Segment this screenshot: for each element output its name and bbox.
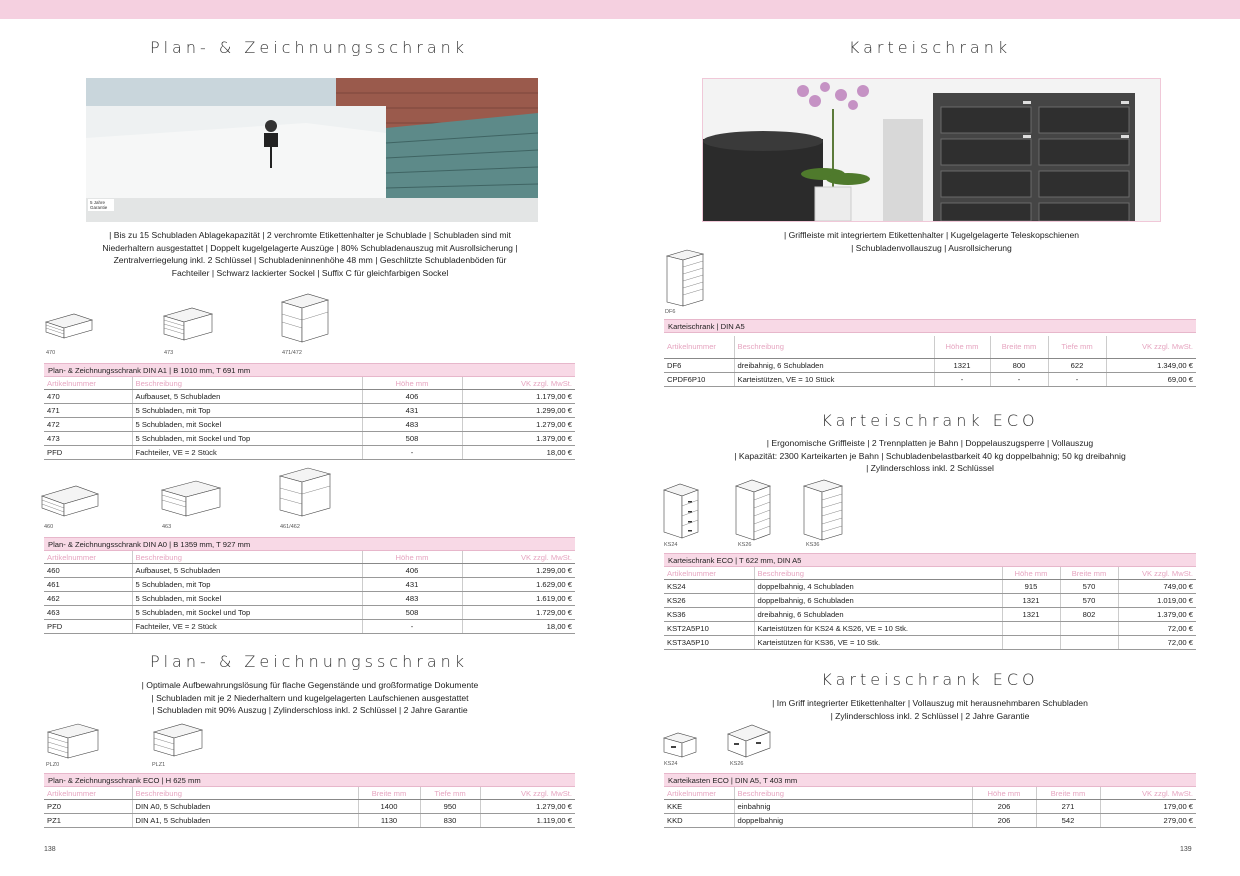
- cell-desc: dreibahnig, 6 Schubladen: [734, 358, 934, 372]
- table3-heading: Plan- & Zeichnungsschrank ECO | H 625 mm: [44, 773, 575, 787]
- table-karteischrank: [664, 336, 1196, 387]
- cell-price: 1.299,00 €: [462, 564, 575, 578]
- drawing-471-472: [280, 292, 330, 351]
- cell-desc: Fachteiler, VE = 2 Stück: [132, 446, 362, 460]
- col-artikelnummer: Artikelnummer: [44, 377, 132, 390]
- cell-artikel: 472: [44, 418, 132, 432]
- cell-desc: Karteistützen für KS24 & KS26, VE = 10 Stk.: [754, 622, 1002, 636]
- cell-price: 1.379,00 €: [1118, 608, 1196, 622]
- cell-artikel: KKD: [664, 814, 734, 828]
- office-photo-illustration: [86, 78, 538, 222]
- table-row: [664, 358, 1196, 372]
- cell-hoehe: 206: [972, 814, 1036, 828]
- cell-artikel: 461: [44, 578, 132, 592]
- cell-price: 69,00 €: [1106, 372, 1196, 386]
- cell-tiefe: 830: [420, 814, 480, 828]
- table-row: [664, 608, 1196, 622]
- caption-df6: DF6: [665, 309, 676, 315]
- cell-price: 1.299,00 €: [462, 404, 575, 418]
- cell-artikel: DF6: [664, 358, 734, 372]
- table-din-a0: [44, 551, 575, 634]
- cell-price: 1.379,00 €: [462, 432, 575, 446]
- col-hoehe: Höhe mm: [362, 551, 462, 564]
- cell-hoehe: 206: [972, 800, 1036, 814]
- cell-breite: 271: [1036, 800, 1100, 814]
- cell-hoehe: 483: [362, 418, 462, 432]
- cell-tiefe: -: [1048, 372, 1106, 386]
- cell-price: 749,00 €: [1118, 580, 1196, 594]
- left-title-plan-schrank: Plan- & Zeichnungsschrank: [149, 38, 469, 57]
- cell-artikel: KS24: [664, 580, 754, 594]
- col-beschreibung: Beschreibung: [132, 787, 358, 800]
- cell-price: 72,00 €: [1118, 636, 1196, 650]
- cell-artikel: CPDF6P10: [664, 372, 734, 386]
- cell-hoehe: -: [362, 446, 462, 460]
- table-row: [44, 620, 575, 634]
- cell-hoehe: -: [362, 620, 462, 634]
- cell-artikel: PFD: [44, 620, 132, 634]
- right-title-karteischrank: Karteischrank: [848, 38, 1012, 57]
- cell-price: 1.279,00 €: [462, 418, 575, 432]
- caption-463: 463: [162, 524, 172, 530]
- col-tiefe: Tiefe mm: [420, 787, 480, 800]
- col-hoehe: Höhe mm: [934, 336, 990, 358]
- right-table2-heading: Karteischrank ECO | T 622 mm, DIN A5: [664, 553, 1196, 567]
- col-artikelnummer: Artikelnummer: [664, 787, 734, 800]
- cell-artikel: KS26: [664, 594, 754, 608]
- guarantee-badge: 5 Jahre Garantie: [88, 199, 114, 211]
- desc-line: | Zylinderschloss inkl. 2 Schlüssel | 2 Jahre Garantie: [830, 710, 1030, 721]
- cell-tiefe: 950: [420, 800, 480, 814]
- table-row: [44, 814, 575, 828]
- left-description-1: | Bis zu 15 Schubladen Ablagekapazität | 2 verchromte Etikettenhalter je Schublade | Schubladen sind mit Niederhaltern ausgestattet | Doppelt kugelgelagerte Auszüge | 80% Schubladenauszug mit Ausrollsicherung | Zentralverriegelung inkl. 2 Schlüssel | Schubladeninnenhöhe 48 mm | Geschlitzte Schubladenböden für Fachteiler | Schwarz lackierter Sockel | Suffix C für gleichfarbigen Sockel: [102, 230, 518, 278]
- cell-hoehe: 406: [362, 390, 462, 404]
- cell-desc: 5 Schubladen, mit Top: [132, 578, 362, 592]
- col-hoehe: Höhe mm: [972, 787, 1036, 800]
- table-row: [664, 594, 1196, 608]
- table-karteikasten-eco: [664, 787, 1196, 828]
- table-row: [44, 446, 575, 460]
- cell-hoehe: 508: [362, 432, 462, 446]
- table-row: [44, 564, 575, 578]
- col-vk: VK zzgl. MwSt.: [480, 787, 575, 800]
- caption-ks24: KS24: [664, 542, 678, 548]
- table-row: [44, 592, 575, 606]
- col-vk: VK zzgl. MwSt.: [1100, 787, 1196, 800]
- cell-hoehe: -: [934, 372, 990, 386]
- cell-breite: [1060, 622, 1118, 636]
- desc-line: | Griffleiste mit integriertem Etikettenhalter | Kugelgelagerte Teleskopschienen: [783, 230, 1080, 240]
- col-artikelnummer: Artikelnummer: [44, 787, 132, 800]
- col-vk: VK zzgl. MwSt.: [462, 377, 575, 390]
- table-din-a1: [44, 377, 575, 460]
- page-number-left: 138: [44, 846, 56, 853]
- desc-line: | Ergonomische Griffleiste | 2 Trennplatten je Bahn | Doppelauszugsperre | Vollauszug: [766, 438, 1094, 448]
- cell-desc: 5 Schubladen, mit Sockel: [132, 592, 362, 606]
- drawing-470: [44, 308, 94, 347]
- left-description-2: [94, 679, 526, 717]
- caption-kke: KS24: [664, 761, 678, 767]
- caption-460: 460: [44, 524, 54, 530]
- cell-price: 1.619,00 €: [462, 592, 575, 606]
- cell-artikel: KKE: [664, 800, 734, 814]
- cell-breite: 570: [1060, 594, 1118, 608]
- drawing-ks26: [734, 478, 774, 547]
- cell-desc: 5 Schubladen, mit Sockel und Top: [132, 432, 362, 446]
- col-hoehe: Höhe mm: [362, 377, 462, 390]
- table-row: [664, 580, 1196, 594]
- col-artikelnummer: Artikelnummer: [664, 336, 734, 358]
- drawing-kkd: [726, 722, 772, 765]
- cell-artikel: 470: [44, 390, 132, 404]
- caption-plz1: PLZ1: [152, 762, 166, 768]
- table-karteischrank-eco: [664, 567, 1196, 650]
- col-vk: VK zzgl. MwSt.: [462, 551, 575, 564]
- drawing-473: [160, 304, 214, 349]
- drawing-463: [160, 478, 222, 525]
- cell-desc: DIN A1, 5 Schubladen: [132, 814, 358, 828]
- drawing-df6: [663, 248, 707, 313]
- cell-artikel: 473: [44, 432, 132, 446]
- col-breite: Breite mm: [1060, 567, 1118, 580]
- cell-artikel: PZ1: [44, 814, 132, 828]
- desc-line: | Zylinderschloss inkl. 2 Schlüssel: [866, 463, 994, 473]
- cell-hoehe: 915: [1002, 580, 1060, 594]
- cell-price: 1.279,00 €: [480, 800, 575, 814]
- desc-line: | Schubladenvollauszug | Ausrollsicherung: [851, 242, 1012, 253]
- col-beschreibung: Beschreibung: [132, 377, 362, 390]
- table-header-row: [664, 787, 1196, 800]
- cell-price: 1.349,00 €: [1106, 358, 1196, 372]
- cell-artikel: 463: [44, 606, 132, 620]
- cell-desc: dreibahnig, 6 Schubladen: [754, 608, 1002, 622]
- cell-desc: doppelbahnig, 4 Schubladen: [754, 580, 1002, 594]
- table1-heading: Plan- & Zeichnungsschrank DIN A1 | B 1010 mm, T 691 mm: [44, 363, 575, 377]
- top-accent-bar: [0, 0, 1240, 19]
- cell-hoehe: 483: [362, 592, 462, 606]
- cell-desc: Karteistützen, VE = 10 Stück: [734, 372, 934, 386]
- table2-heading: Plan- & Zeichnungsschrank DIN A0 | B 1359 mm, T 927 mm: [44, 537, 575, 551]
- cell-artikel: 462: [44, 592, 132, 606]
- cell-artikel: 460: [44, 564, 132, 578]
- col-beschreibung: Beschreibung: [132, 551, 362, 564]
- cell-price: 1.729,00 €: [462, 606, 575, 620]
- table-row: [44, 800, 575, 814]
- table-header-row: [664, 336, 1196, 358]
- cell-artikel: PZ0: [44, 800, 132, 814]
- caption-470: 470: [46, 350, 56, 356]
- cell-desc: einbahnig: [734, 800, 972, 814]
- page-number-right: 139: [1180, 846, 1192, 853]
- table-row: [44, 578, 575, 592]
- caption-plz0: PLZ0: [46, 762, 60, 768]
- col-beschreibung: Beschreibung: [734, 787, 972, 800]
- drawing-plz0: [44, 722, 100, 767]
- right-title-karteikasten-eco: Karteischrank ECO: [821, 670, 1039, 689]
- office-photo: [86, 78, 538, 222]
- col-beschreibung: Beschreibung: [754, 567, 1002, 580]
- table-header-row: [44, 551, 575, 564]
- cell-artikel: PFD: [44, 446, 132, 460]
- table-plan-eco: [44, 787, 575, 828]
- table-row: [664, 814, 1196, 828]
- table-row: [664, 636, 1196, 650]
- col-tiefe: Tiefe mm: [1048, 336, 1106, 358]
- cell-desc: Aufbauset, 5 Schubladen: [132, 390, 362, 404]
- table-header-row: [664, 567, 1196, 580]
- table-row: [44, 390, 575, 404]
- desc-line: | Kapazität: 2300 Karteikarten je Bahn | Schubladenbelastbarkeit 40 kg doppelbahnig; 50 kg dreibahnig: [734, 450, 1126, 461]
- drawing-460: [40, 482, 100, 527]
- drawing-ks24: [662, 482, 702, 545]
- cell-price: 72,00 €: [1118, 622, 1196, 636]
- caption-ks36: KS36: [806, 542, 820, 548]
- left-title-plan-schrank-eco: Plan- & Zeichnungsschrank: [149, 652, 469, 671]
- cell-hoehe: 508: [362, 606, 462, 620]
- cell-hoehe: 431: [362, 404, 462, 418]
- col-vk: VK zzgl. MwSt.: [1106, 336, 1196, 358]
- desc-line: | Optimale Aufbewahrungslösung für flache Gegenstände und großformatige Dokumente: [141, 680, 479, 690]
- cell-price: 1.629,00 €: [462, 578, 575, 592]
- cell-desc: 5 Schubladen, mit Top: [132, 404, 362, 418]
- cell-hoehe: 1321: [1002, 594, 1060, 608]
- right-title-karteischrank-eco: Karteischrank ECO: [821, 411, 1039, 430]
- table-row: [44, 432, 575, 446]
- caption-kkd: KS26: [730, 761, 744, 767]
- col-artikelnummer: Artikelnummer: [44, 551, 132, 564]
- cell-artikel: KST2A5P10: [664, 622, 754, 636]
- cell-desc: doppelbahnig: [734, 814, 972, 828]
- cell-breite: 1400: [358, 800, 420, 814]
- cell-desc: Karteistützen für KS36, VE = 10 Stk.: [754, 636, 1002, 650]
- cell-price: 1.119,00 €: [480, 814, 575, 828]
- cell-desc: 5 Schubladen, mit Sockel: [132, 418, 362, 432]
- cell-hoehe: 1321: [1002, 608, 1060, 622]
- table-row: [44, 418, 575, 432]
- cell-desc: DIN A0, 5 Schubladen: [132, 800, 358, 814]
- drawing-plz1: [150, 722, 206, 767]
- right-description-1: [702, 229, 1161, 254]
- cell-artikel: KS36: [664, 608, 754, 622]
- cell-price: 18,00 €: [462, 620, 575, 634]
- drawing-kke: [662, 730, 698, 765]
- cell-hoehe: 406: [362, 564, 462, 578]
- cell-breite: -: [990, 372, 1048, 386]
- cell-breite: 570: [1060, 580, 1118, 594]
- table-row: [664, 800, 1196, 814]
- drawing-461-462: [278, 466, 332, 525]
- cell-hoehe: [1002, 636, 1060, 650]
- cell-price: 1.019,00 €: [1118, 594, 1196, 608]
- cell-artikel: 471: [44, 404, 132, 418]
- cell-artikel: KST3A5P10: [664, 636, 754, 650]
- cell-price: 279,00 €: [1100, 814, 1196, 828]
- right-table1-heading: Karteischrank | DIN A5: [664, 319, 1196, 333]
- cell-hoehe: 1321: [934, 358, 990, 372]
- col-breite: Breite mm: [990, 336, 1048, 358]
- table-row: [44, 606, 575, 620]
- col-vk: VK zzgl. MwSt.: [1118, 567, 1196, 580]
- cell-hoehe: [1002, 622, 1060, 636]
- cell-tiefe: 622: [1048, 358, 1106, 372]
- cell-breite: 542: [1036, 814, 1100, 828]
- cell-breite: 800: [990, 358, 1048, 372]
- table-row: [44, 404, 575, 418]
- desc-line: | Im Griff integrierter Etikettenhalter | Vollauszug mit herausnehmbaren Schubladen: [772, 698, 1088, 708]
- cell-price: 179,00 €: [1100, 800, 1196, 814]
- table-row: [664, 372, 1196, 386]
- caption-471-472: 471/472: [282, 350, 302, 356]
- cell-desc: Fachteiler, VE = 2 Stück: [132, 620, 362, 634]
- cell-desc: doppelbahnig, 6 Schubladen: [754, 594, 1002, 608]
- caption-ks26: KS26: [738, 542, 752, 548]
- karteischrank-photo: [702, 78, 1161, 222]
- table-header-row: [44, 787, 575, 800]
- col-hoehe: Höhe mm: [1002, 567, 1060, 580]
- cell-price: 18,00 €: [462, 446, 575, 460]
- caption-461-462: 461/462: [280, 524, 300, 530]
- table-row: [664, 622, 1196, 636]
- col-artikelnummer: Artikelnummer: [664, 567, 754, 580]
- col-breite: Breite mm: [358, 787, 420, 800]
- col-breite: Breite mm: [1036, 787, 1100, 800]
- cell-breite: 1130: [358, 814, 420, 828]
- cell-breite: 802: [1060, 608, 1118, 622]
- right-table3-heading: Karteikasten ECO | DIN A5, T 403 mm: [664, 773, 1196, 787]
- cell-desc: 5 Schubladen, mit Sockel und Top: [132, 606, 362, 620]
- right-description-3: [664, 697, 1196, 722]
- cell-hoehe: 431: [362, 578, 462, 592]
- right-description-2: [664, 437, 1196, 475]
- drawing-ks36: [802, 478, 846, 547]
- desc-line: | Schubladen mit 90% Auszug | Zylinderschloss inkl. 2 Schlüssel | 2 Jahre Garantie: [152, 705, 468, 715]
- caption-473: 473: [164, 350, 174, 356]
- cell-breite: [1060, 636, 1118, 650]
- karteischrank-photo-illustration: [703, 79, 1160, 221]
- cell-price: 1.179,00 €: [462, 390, 575, 404]
- table-header-row: [44, 377, 575, 390]
- cell-desc: Aufbauset, 5 Schubladen: [132, 564, 362, 578]
- desc-line: | Schubladen mit je 2 Niederhaltern und kugelgelagerten Laufschienen ausgestattet: [151, 692, 469, 703]
- col-beschreibung: Beschreibung: [734, 336, 934, 358]
